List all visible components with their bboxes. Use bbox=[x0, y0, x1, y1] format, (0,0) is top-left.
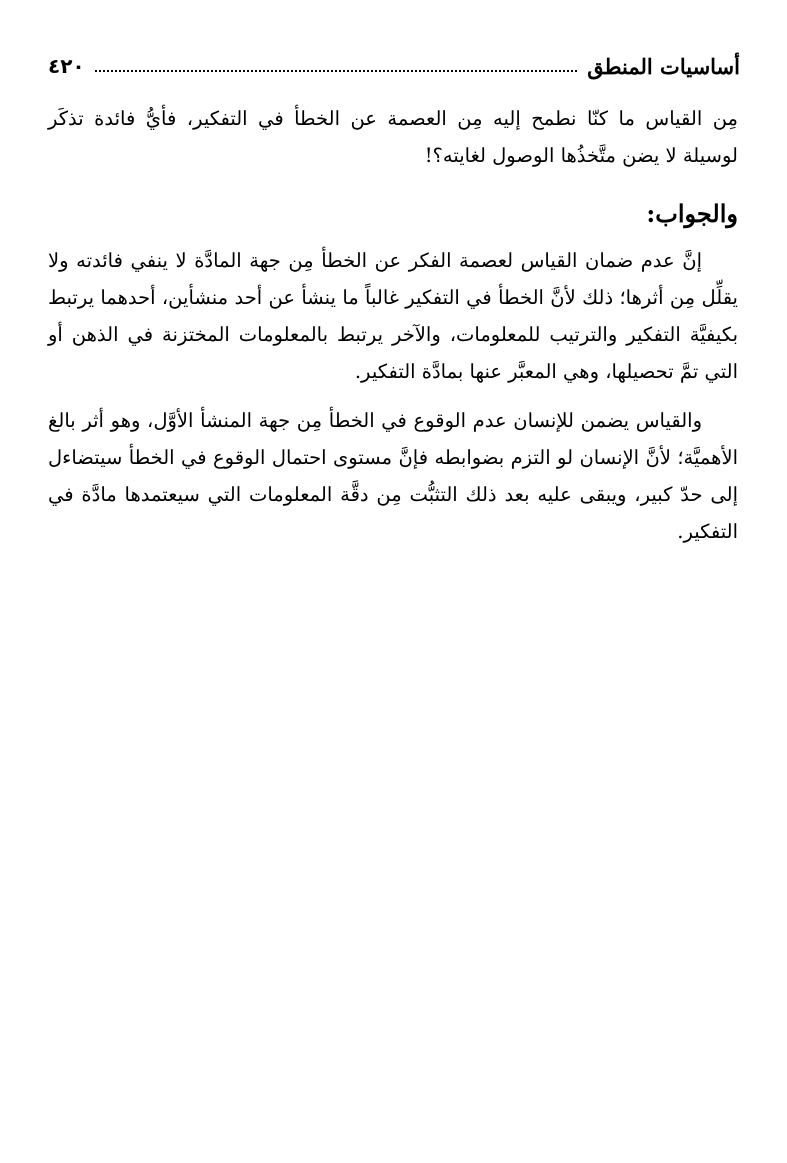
intro-paragraph: مِن القياس ما كنّا نطمح إليه مِن العصمة عن الخطأ في التفكير، فأيُّ فائدة تذكَر لوسيلة لا يضن متَّخذُها الوصول لغايته؟! bbox=[48, 107, 738, 167]
page-number: ٤٢٠ bbox=[48, 54, 85, 78]
answer-heading: والجواب: bbox=[646, 199, 738, 228]
page-header bbox=[48, 46, 740, 86]
page-body bbox=[48, 100, 738, 550]
paragraph-spacer bbox=[48, 390, 738, 402]
header-leader-dots bbox=[95, 70, 578, 72]
body-paragraph-1: إنَّ عدم ضمان القياس لعصمة الفكر عن الخطأ مِن جهة المادَّة لا ينفي فائدته ولا يقلِّل مِن أثرها؛ ذلك لأنَّ الخطأ في التفكير غالباً ما ينشأ عن أحد منشأين، أحدهما يرتبط بكيفيَّة التفكير والترتيب للمعلومات، والآخر يرتبط بالمعلومات المختزنة في الذهن أو التي تمَّ تحصيلها، وهي المعبَّر عنها بمادَّة التفكير. bbox=[48, 249, 738, 383]
body-paragraph-2: والقياس يضمن للإنسان عدم الوقوع في الخطأ مِن جهة المنشأ الأوَّل، وهو أثر بالغ الأهميَّة؛ لأنَّ الإنسان لو التزم بضوابطه فإنَّ مستوى احتمال الوقوع في الخطأ سيتضاءل إلى حدّ كبير، ويبقى عليه بعد ذلك التثبُّت مِن دقَّة المعلومات التي سيعتمدها مادَّة في التفكير. bbox=[48, 409, 738, 543]
running-title: أساسيات المنطق bbox=[587, 53, 740, 79]
